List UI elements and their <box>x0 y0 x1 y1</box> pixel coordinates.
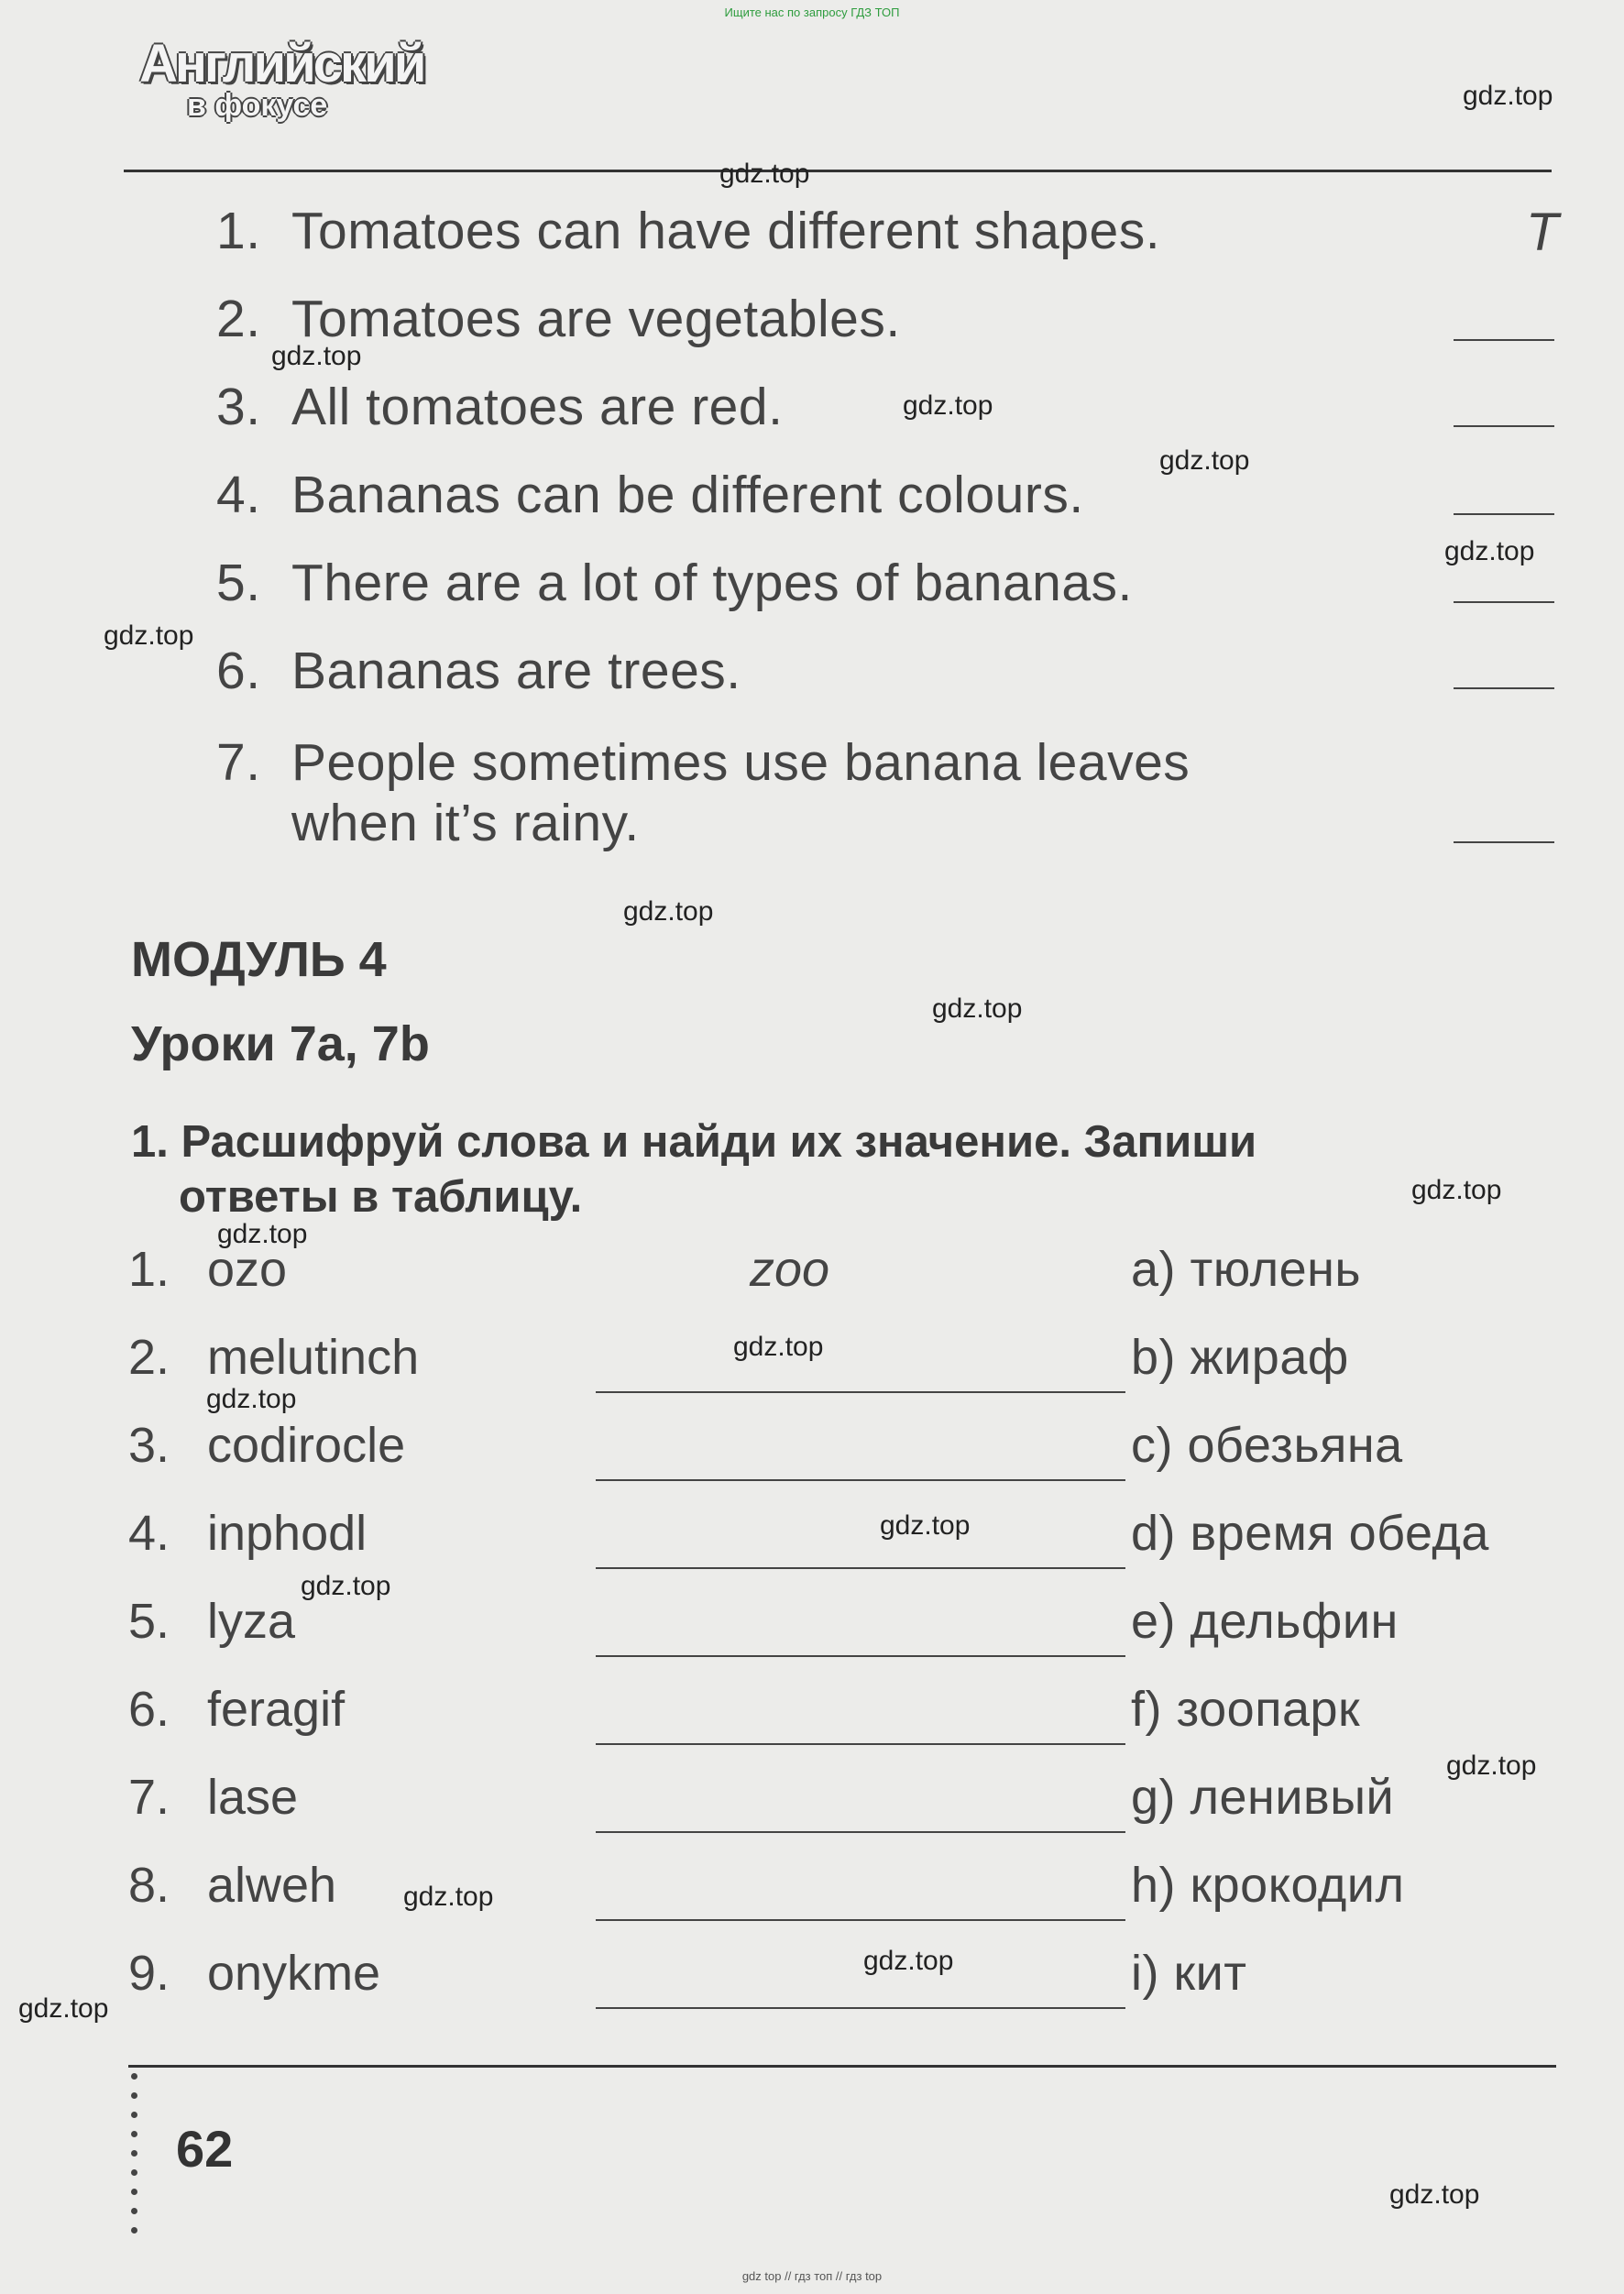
page-number: 62 <box>176 2120 234 2178</box>
statement-text-continued: when it’s rainy. <box>291 794 640 852</box>
word-number: 4. <box>128 1506 170 1561</box>
statement-number: 6. <box>216 642 261 700</box>
answer-blank[interactable] <box>596 2007 1125 2009</box>
statement-text: Bananas are trees. <box>291 642 741 700</box>
statement-number: 7. <box>216 733 261 792</box>
lessons-title: Уроки 7a, 7b <box>131 1016 430 1071</box>
statement-number: 1. <box>216 202 261 260</box>
answer-blank[interactable] <box>1454 841 1554 843</box>
meaning-option: b) жираф <box>1131 1330 1349 1385</box>
watermark: gdz.top <box>1411 1175 1502 1205</box>
logo-line2: в фокусе <box>187 88 328 123</box>
statement-number: 2. <box>216 290 261 348</box>
answer-blank[interactable] <box>596 1479 1125 1481</box>
word-row <box>128 1857 1595 1921</box>
scrambled-word: feragif <box>207 1682 346 1737</box>
book-logo <box>139 34 424 137</box>
answer-blank[interactable] <box>1454 425 1554 427</box>
scrambled-word: lase <box>207 1770 299 1825</box>
watermark: gdz.top <box>1159 445 1250 476</box>
word-number: 3. <box>128 1418 170 1473</box>
word-row <box>128 1241 1595 1305</box>
answer-blank[interactable] <box>1454 339 1554 341</box>
word-number: 7. <box>128 1770 170 1825</box>
scrambled-word: codirocle <box>207 1418 406 1473</box>
watermark: gdz.top <box>18 1993 109 2024</box>
answer-blank[interactable] <box>1454 687 1554 689</box>
meaning-option: c) обезьяна <box>1131 1418 1403 1473</box>
watermark: gdz.top <box>1446 1751 1537 1781</box>
scrambled-word: lyza <box>207 1594 296 1649</box>
statement-row <box>216 642 741 700</box>
answer-blank[interactable] <box>596 1743 1125 1745</box>
word-number: 8. <box>128 1858 170 1913</box>
answer-blank[interactable] <box>596 1831 1125 1833</box>
word-number: 1. <box>128 1242 170 1297</box>
statement-text: There are a lot of types of bananas. <box>291 554 1133 612</box>
meaning-option: h) крокодил <box>1131 1858 1405 1913</box>
scrambled-word: ozo <box>207 1242 288 1297</box>
watermark: gdz.top <box>1389 2179 1480 2210</box>
answer-blank[interactable] <box>596 1655 1125 1657</box>
word-row <box>128 1505 1595 1569</box>
answer-blank[interactable] <box>596 1567 1125 1569</box>
statement-text: Tomatoes can have different shapes. <box>291 202 1161 260</box>
word-number: 9. <box>128 1946 170 2001</box>
top-note: Ищите нас по запросу ГДЗ ТОП <box>724 5 900 19</box>
statement-row <box>216 290 901 348</box>
meaning-option: f) зоопарк <box>1131 1682 1361 1737</box>
watermark: gdz.top <box>880 1510 971 1541</box>
watermark: gdz.top <box>863 1946 954 1976</box>
answer-blank[interactable] <box>1454 513 1554 515</box>
word-number: 5. <box>128 1594 170 1649</box>
word-answer: zoo <box>750 1242 830 1297</box>
logo-line1: Английский <box>139 34 424 93</box>
meaning-option: a) тюлень <box>1131 1242 1362 1297</box>
meaning-option: e) дельфин <box>1131 1594 1399 1649</box>
statement-text: All tomatoes are red. <box>291 378 784 436</box>
statement-row <box>216 202 1160 260</box>
word-row <box>128 1769 1595 1833</box>
scrambled-word: inphodl <box>207 1506 368 1561</box>
bottom-note: gdz top // гдз топ // гдз top <box>741 2269 883 2283</box>
word-row <box>128 1417 1595 1481</box>
watermark: gdz.top <box>719 159 810 189</box>
word-row <box>128 1945 1595 2009</box>
watermark: gdz.top <box>217 1219 308 1249</box>
meaning-option: g) ленивый <box>1131 1770 1395 1825</box>
task-instructions <box>131 1114 1256 1224</box>
meaning-option: i) кит <box>1131 1946 1247 2001</box>
watermark: gdz.top <box>271 341 362 371</box>
statement-row <box>216 378 783 436</box>
word-number: 6. <box>128 1682 170 1737</box>
statement-answer: T <box>1526 203 1559 262</box>
watermark: gdz.top <box>1444 536 1535 566</box>
task-line1: 1. Расшифруй слова и найди их значение. Запиши <box>131 1117 1257 1167</box>
watermark: gdz.top <box>104 620 194 651</box>
statement-number: 3. <box>216 378 261 436</box>
watermark: gdz.top <box>206 1384 297 1414</box>
module-title: МОДУЛЬ 4 <box>131 932 387 987</box>
statement-row <box>216 554 1133 612</box>
word-row <box>128 1681 1595 1745</box>
scrambled-word: alweh <box>207 1858 337 1913</box>
watermark: gdz.top <box>301 1571 391 1601</box>
statement-text: Tomatoes are vegetables. <box>291 290 901 348</box>
header-divider <box>124 170 1552 172</box>
watermark: gdz.top <box>932 993 1023 1024</box>
watermark: gdz.top <box>903 390 993 421</box>
word-number: 2. <box>128 1330 170 1385</box>
answer-blank[interactable] <box>1454 601 1554 603</box>
footer-divider <box>128 2065 1556 2068</box>
word-row <box>128 1329 1595 1393</box>
answer-blank[interactable] <box>596 1919 1125 1921</box>
watermark: gdz.top <box>623 896 714 927</box>
margin-dots <box>131 2073 138 2246</box>
meaning-option: d) время обеда <box>1131 1506 1489 1561</box>
watermark: gdz.top <box>1463 81 1553 111</box>
statement-text: Bananas can be different colours. <box>291 466 1084 524</box>
statement-text: People sometimes use banana leaves <box>291 733 1191 792</box>
statement-row <box>216 466 1084 524</box>
scrambled-word: onykme <box>207 1946 381 2001</box>
statement-number: 4. <box>216 466 261 524</box>
statement-row <box>216 733 1190 792</box>
watermark: gdz.top <box>403 1882 494 1912</box>
answer-blank[interactable] <box>596 1391 1125 1393</box>
task-line2: ответы в таблицу. <box>179 1172 583 1222</box>
statement-number: 5. <box>216 554 261 612</box>
word-row <box>128 1593 1595 1657</box>
scrambled-word: melutinch <box>207 1330 420 1385</box>
watermark: gdz.top <box>733 1332 824 1362</box>
